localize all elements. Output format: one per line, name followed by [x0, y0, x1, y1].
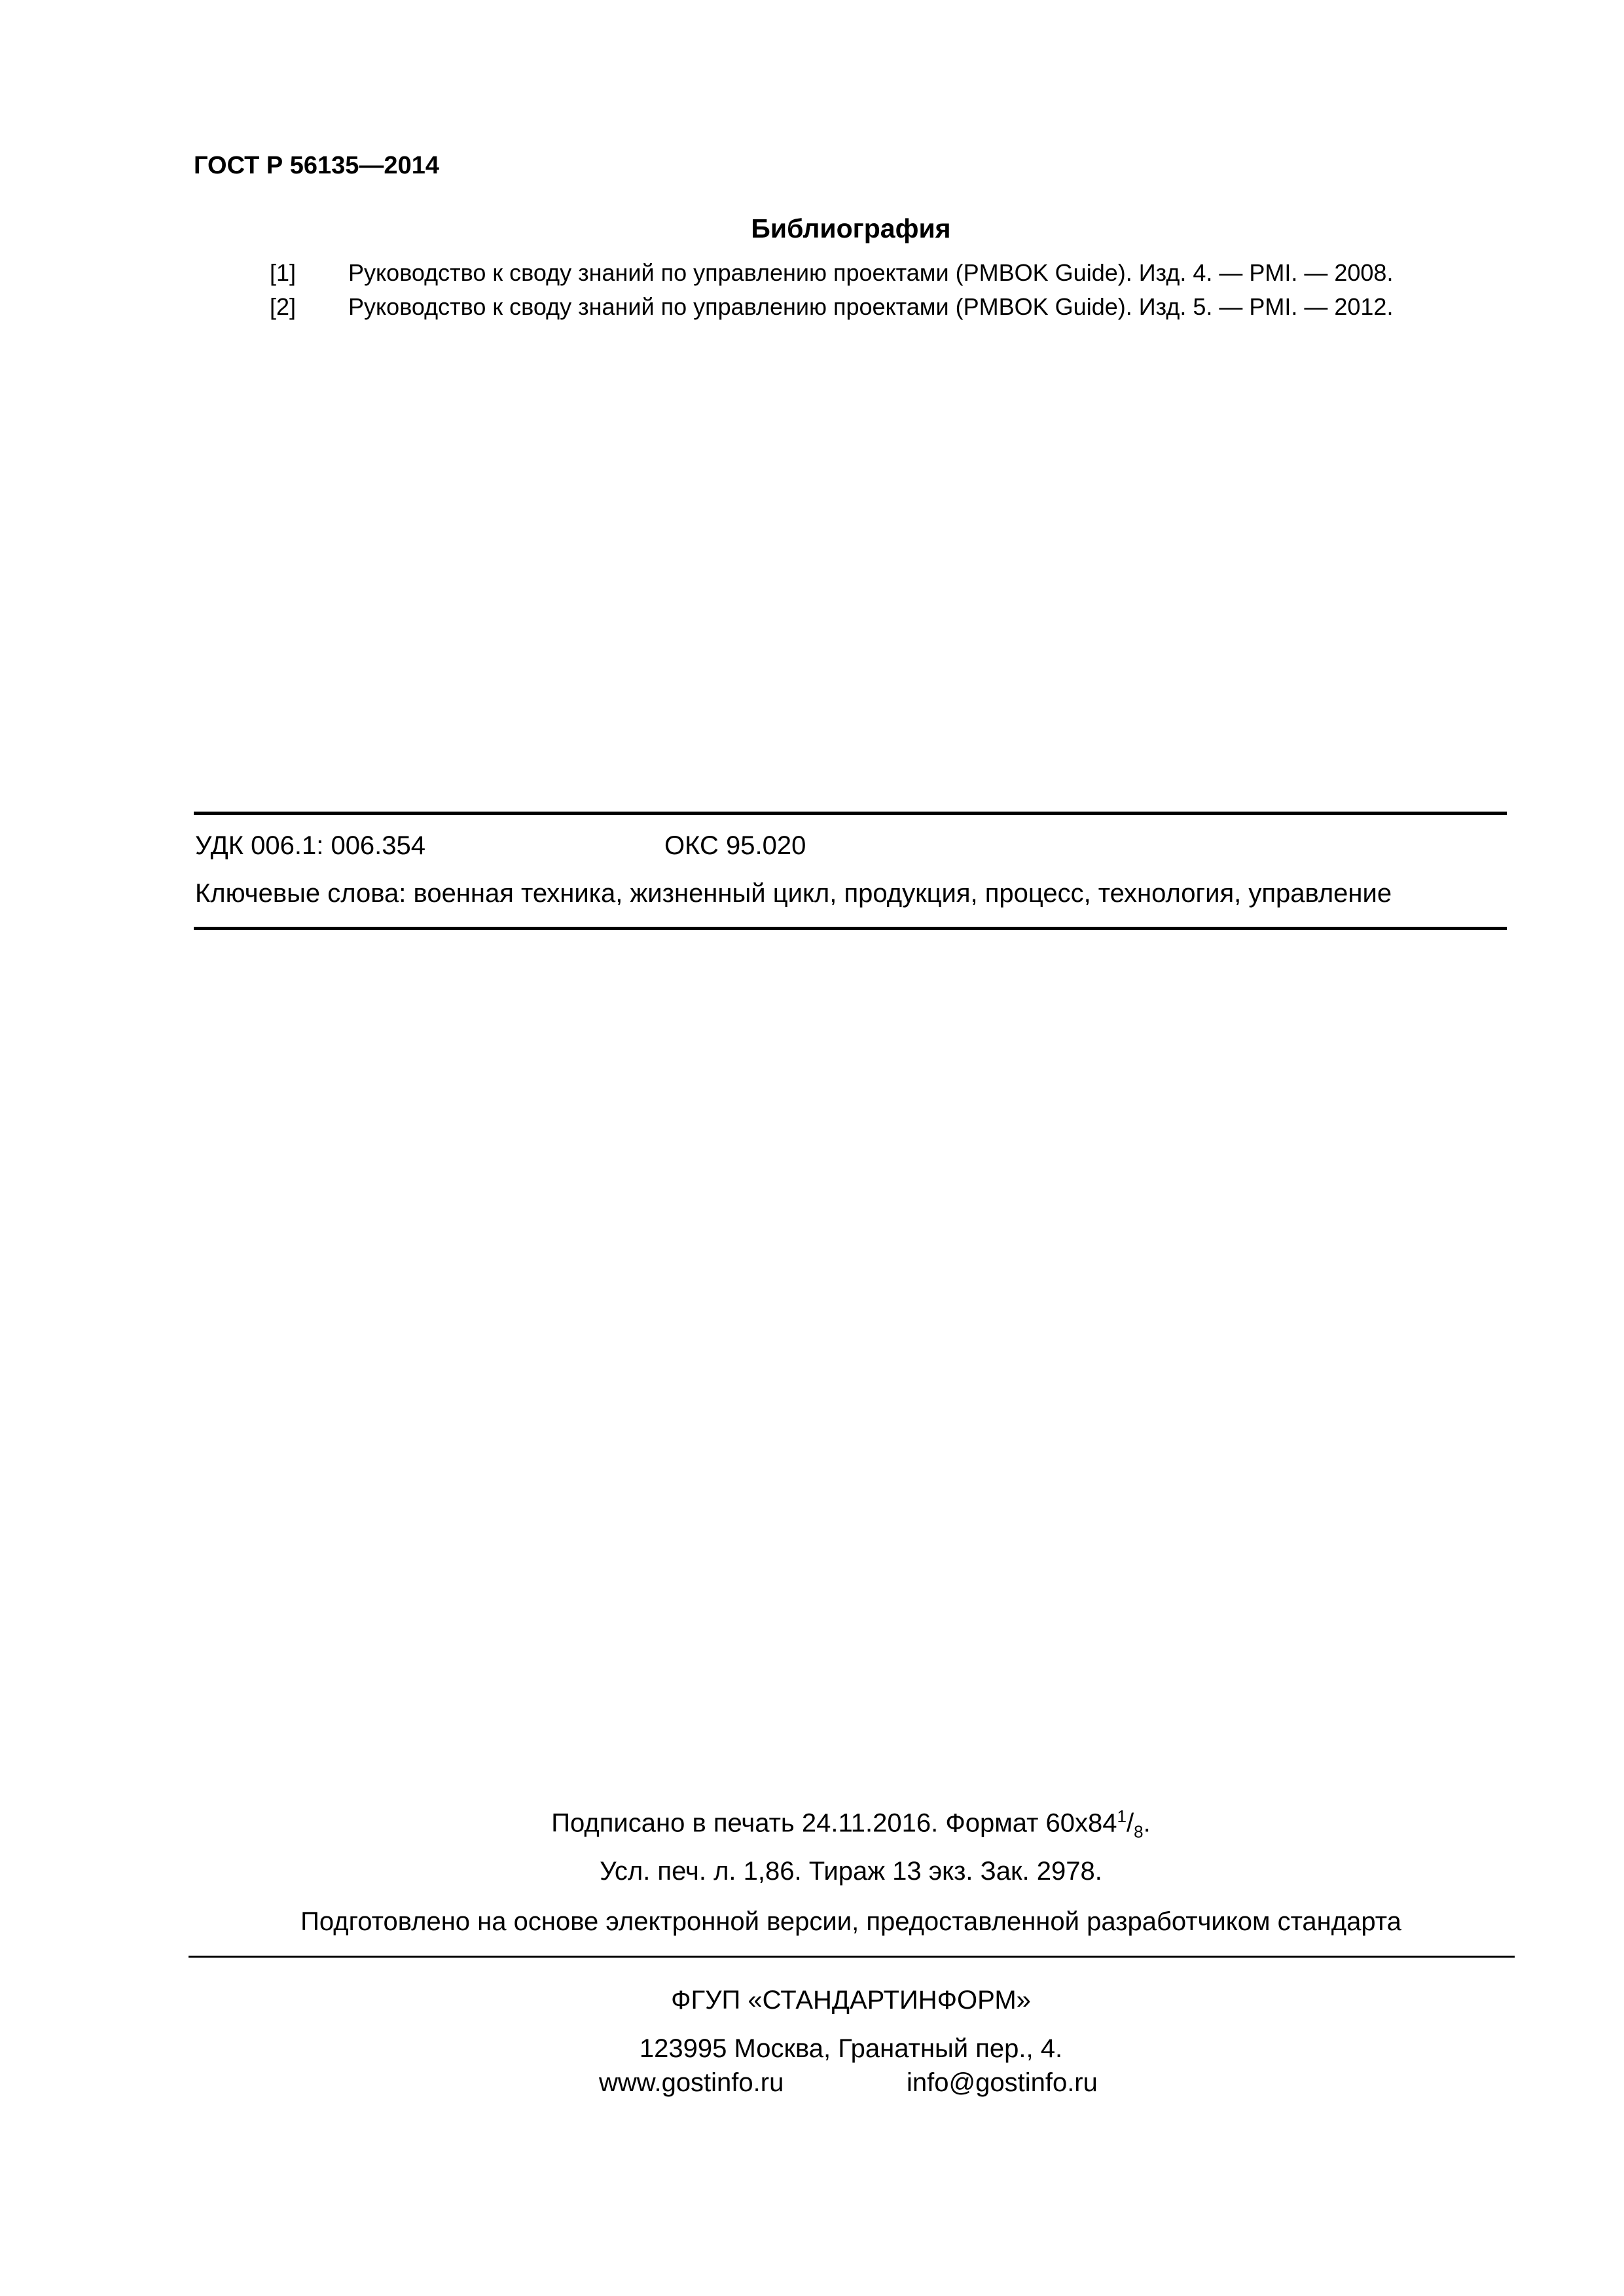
bibliography-item [270, 259, 1393, 287]
bibliography-item-text: Руководство к своду знаний по управлению проектами (PMBOK Guide). Изд. 4. — PMI. — 2008. [348, 259, 1394, 286]
keywords: Ключевые слова: военная техника, жизненный цикл, продукция, процесс, технология, управление [195, 879, 1392, 908]
divider [194, 927, 1507, 930]
publisher-name: ФГУП «СТАНДАРТИНФОРМ» [671, 1986, 1031, 2015]
bibliography-item [270, 293, 1393, 321]
document-code: ГОСТ Р 56135—2014 [194, 152, 439, 179]
divider [194, 812, 1507, 815]
bibliography-item-number: [2] [270, 293, 297, 320]
oks-code: ОКС 95.020 [664, 831, 806, 860]
print-info: Усл. печ. л. 1,86. Тираж 13 экз. Зак. 2978. [600, 1857, 1102, 1886]
print-signed-line [0, 1806, 1624, 1842]
format-denominator: 8 [1134, 1821, 1144, 1842]
bibliography-item-number: [1] [270, 259, 297, 286]
format-slash: / [1126, 1808, 1134, 1838]
divider [189, 1956, 1515, 1958]
email-link[interactable]: info@gostinfo.ru [907, 2068, 1098, 2097]
signed-end: . [1143, 1808, 1151, 1838]
format-numerator: 1 [1117, 1806, 1127, 1826]
bibliography-item-text: Руководство к своду знаний по управлению проектами (PMBOK Guide). Изд. 5. — PMI. — 2012. [348, 293, 1394, 320]
publisher-address: 123995 Москва, Гранатный пер., 4. [639, 2034, 1063, 2063]
bibliography-title: Библиография [751, 213, 951, 243]
prepared-note: Подготовлено на основе электронной версии, предоставленной разработчиком стандарта [300, 1907, 1401, 1936]
signed-text: Подписано в печать 24.11.2016. Формат 60x84 [551, 1808, 1117, 1838]
website-link[interactable]: www.gostinfo.ru [599, 2068, 784, 2097]
udk-code: УДК 006.1: 006.354 [195, 831, 426, 860]
